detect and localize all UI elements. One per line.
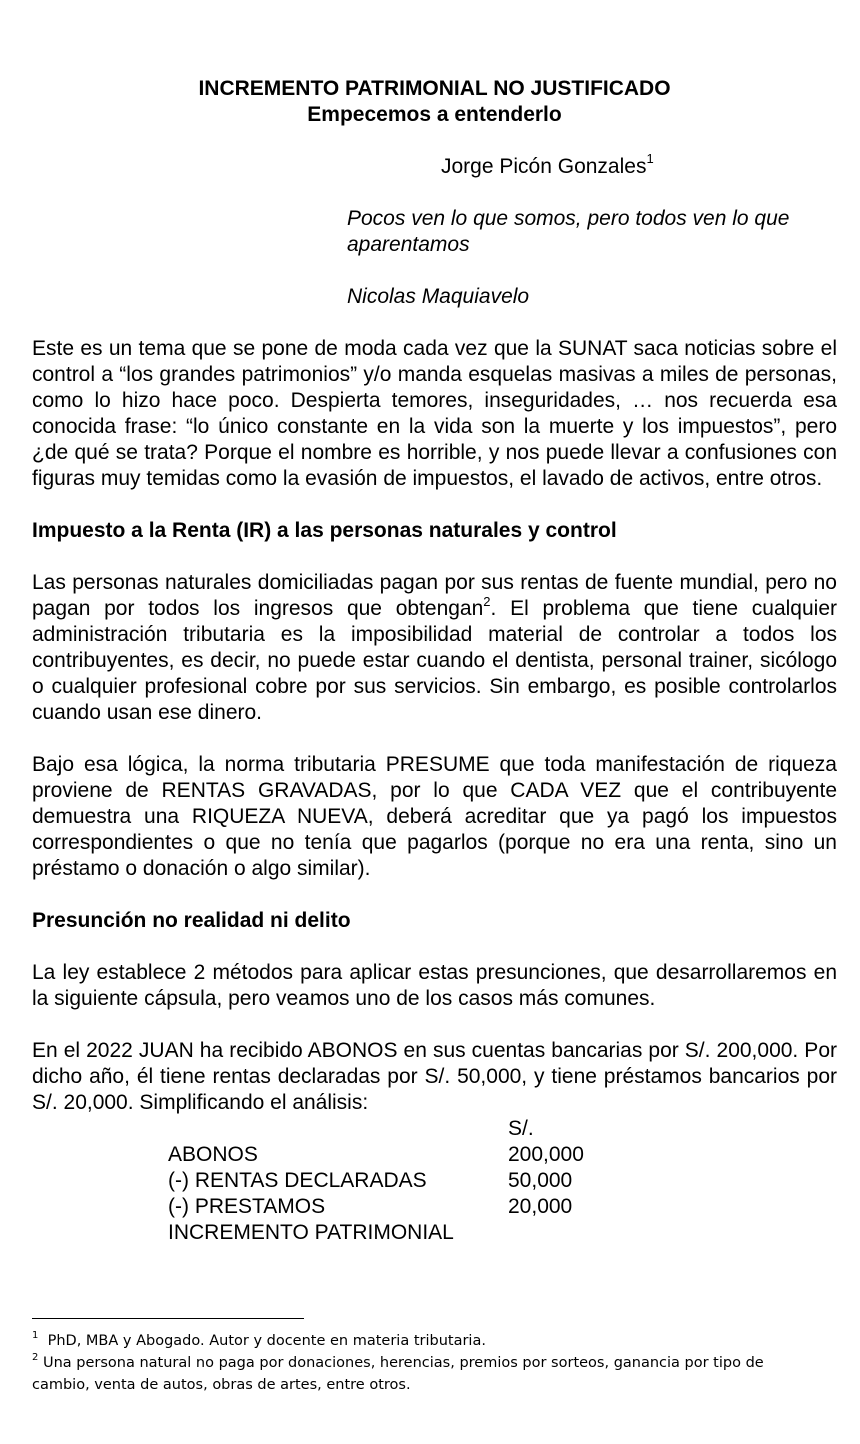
calc-label: (-) PRESTAMOS: [168, 1195, 326, 1218]
calc-row: [168, 1168, 837, 1194]
calculation-table: [168, 1116, 837, 1246]
section1-paragraph-2: Bajo esa lógica, la norma tributaria PRESUME que toda manifestación de riqueza proviene de RENTAS GRAVADAS, por lo que CADA VEZ que el contribuyente demuestra una RIQUEZA NUEVA, deberá acreditar que ya pagó los impuestos correspondientes o que no tenía que pagarlos (porque no era una renta, sino un préstamo o donación o algo similar).: [32, 753, 837, 880]
footnote-text: Una persona natural no paga por donaciones, herencias, premios por sorteos, ganancia por tipo de cambio, venta de autos, obras de artes, entre otros.: [32, 1355, 764, 1393]
footnotes: [32, 1330, 822, 1396]
calc-row: [168, 1142, 837, 1168]
epigraph-quote: Pocos ven lo que somos, pero todos ven lo que aparentamos: [347, 207, 790, 256]
calc-header-row: [168, 1116, 837, 1142]
section2-paragraph-1: La ley establece 2 métodos para aplicar estas presunciones, que desarrollaremos en la siguiente cápsula, pero veamos uno de los casos más comunes.: [32, 961, 837, 1010]
footnote-2: [32, 1352, 822, 1396]
calc-value: [508, 1220, 628, 1246]
calc-value: 50,000: [508, 1169, 573, 1192]
calc-value: 200,000: [508, 1143, 584, 1166]
footnote-text: PhD, MBA y Abogado. Autor y docente en materia tributaria.: [47, 1333, 486, 1349]
calc-label: [168, 1116, 508, 1142]
calc-currency: S/.: [508, 1117, 534, 1140]
footnote-mark: 2: [32, 1352, 39, 1364]
footnote-mark: 1: [32, 1330, 39, 1342]
section-heading-presuncion: Presunción no realidad ni delito: [32, 909, 351, 932]
footnote-ref-1[interactable]: 1: [646, 151, 654, 166]
calc-label: INCREMENTO PATRIMONIAL: [168, 1221, 454, 1244]
calc-label: ABONOS: [168, 1143, 258, 1166]
footnote-divider: [32, 1318, 304, 1319]
calc-label: (-) RENTAS DECLARADAS: [168, 1169, 427, 1192]
intro-paragraph: Este es un tema que se pone de moda cada vez que la SUNAT saca noticias sobre el control a “los grandes patrimonios” y/o manda esquelas masivas a miles de personas, como lo hizo hace poco. Despierta temores, inseguridades, … nos recuerda esa conocida frase: “lo único constante en la vida son la muerte y los impuestos”, pero ¿de qué se trata? Porque el nombre es horrible, y nos puede llevar a confusiones con figuras muy temidas como la evasión de impuestos, el lavado de activos, entre otros.: [32, 337, 837, 490]
calc-value: 20,000: [508, 1195, 573, 1218]
epigraph-author: Nicolas Maquiavelo: [347, 285, 530, 308]
section1-paragraph-1: [32, 570, 837, 726]
footnote-ref-2[interactable]: 2: [483, 594, 491, 609]
section-heading-ir: Impuesto a la Renta (IR) a las personas naturales y control: [32, 519, 617, 542]
author-name: Jorge Picón Gonzales: [441, 155, 647, 178]
paragraph-text: . El problema que tiene cualquier administración tributaria es la imposibilidad material de controlar a todos los contribuyentes, es decir, no puede estar cuando el dentista, personal trainer, sicólogo o cualquier profesional cobre por sus servicios. Sin embargo, es posible controlarlos cuando usan ese dinero.: [32, 597, 837, 724]
footnote-1: [32, 1330, 822, 1352]
paragraph-text: Las personas naturales domiciliadas pagan por sus rentas de fuente mundial, pero no pagan por todos los ingresos que obtengan: [32, 571, 837, 620]
calc-row: [168, 1194, 837, 1220]
document-title: INCREMENTO PATRIMONIAL NO JUSTIFICADO: [198, 77, 671, 100]
author-line: [441, 151, 837, 180]
document-page: [32, 76, 837, 1246]
calc-row: [168, 1220, 837, 1246]
document-subtitle: Empecemos a entenderlo: [307, 103, 562, 126]
section2-paragraph-2: En el 2022 JUAN ha recibido ABONOS en sus cuentas bancarias por S/. 200,000. Por dicho año, él tiene rentas declaradas por S/. 50,000, y tiene préstamos bancarios por S/. 20,000. Simplificando el análisis:: [32, 1039, 837, 1114]
